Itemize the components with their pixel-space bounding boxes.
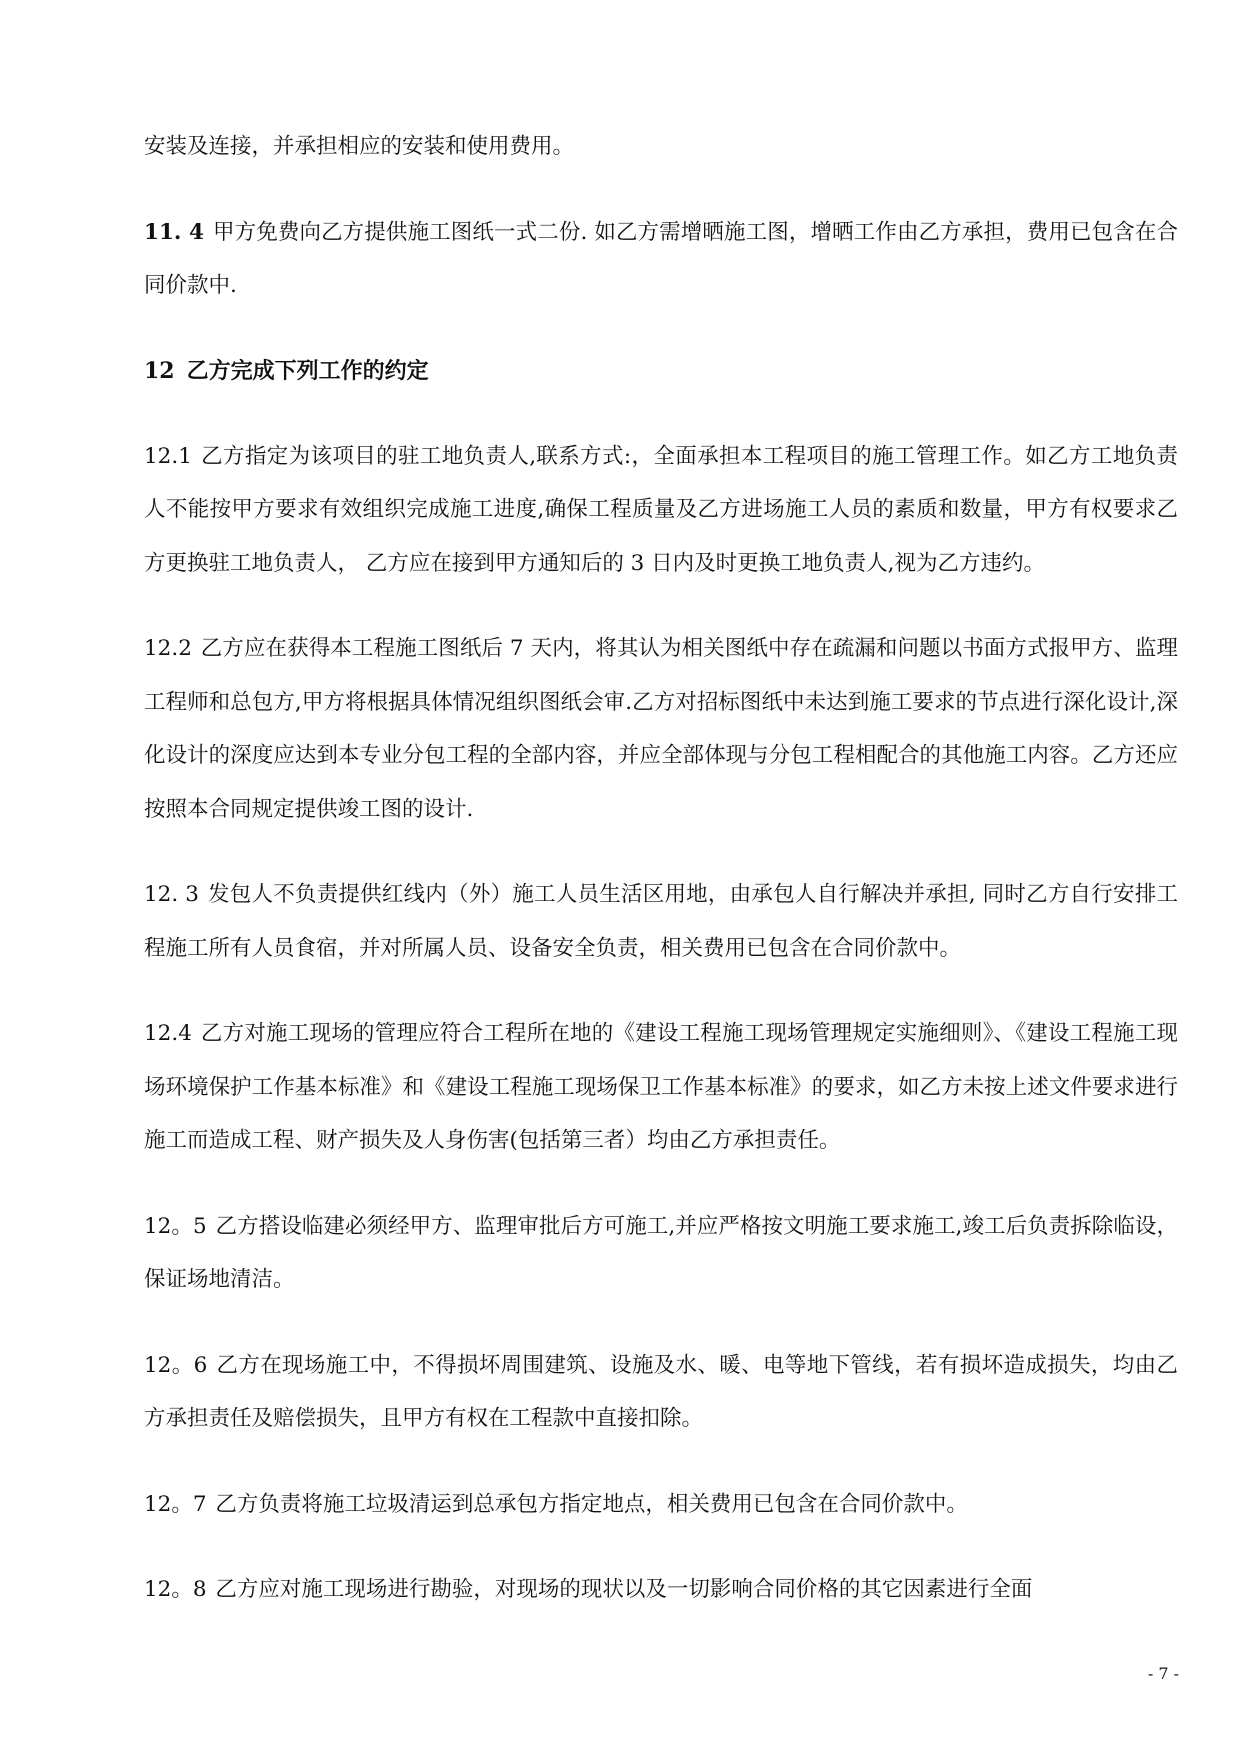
clause-number: 12。7 — [144, 1491, 207, 1517]
section-number: 12 — [144, 357, 175, 384]
clause-text: 乙方指定为该项目的驻工地负责人,联系方式:，全面承担本工程项目的施工管理工作。如乙方工地负责人不能按甲方要求有效组织完成施工进度,确保工程质量及乙方进场施工人员的素质和数量，甲方有权要求乙方更换驻工地负责人， 乙方应在接到甲方通知后的 3 日内及时更换工地负责人,视为乙方违约。 — [144, 443, 1178, 576]
clause-number: 11. 4 — [144, 219, 204, 245]
clause-12-8 — [144, 1563, 1178, 1617]
clause-number: 12.2 — [144, 636, 192, 661]
clause-11-4 — [144, 206, 1178, 313]
clause-number: 12。6 — [144, 1352, 208, 1378]
clause-number: 12。8 — [144, 1577, 207, 1602]
clause-text: 乙方在现场施工中，不得损坏周围建筑、设施及水、暖、电等地下管线，若有损坏造成损失，均由乙方承担责任及赔偿损失，且甲方有权在工程款中直接扣除。 — [144, 1352, 1178, 1431]
section-title: 乙方完成下列工作的约定 — [186, 357, 429, 384]
clause-number: 12. 3 — [144, 882, 199, 907]
clause-12-7 — [144, 1478, 1178, 1532]
clause-text: 乙方应在获得本工程施工图纸后 7 天内，将其认为相关图纸中存在疏漏和问题以书面方式报甲方、监理工程师和总包方,甲方将根据具体情况组织图纸会审.乙方对招标图纸中未达到施工要求的节点进行深化设计,深化设计的深度应达到本专业分包工程的全部内容，并应全部体现与分包工程相配合的其他施工内容。乙方还应按照本合同规定提供竣工图的设计. — [144, 636, 1178, 822]
clause-12-3 — [144, 868, 1178, 975]
clause-12-5 — [144, 1200, 1178, 1307]
clause-text: 乙方搭设临建必须经甲方、监理审批后方可施工,并应严格按文明施工要求施工,竣工后负责拆除临设，保证场地清洁。 — [144, 1213, 1178, 1292]
clause-12-2 — [144, 622, 1178, 836]
paragraph-continuation — [144, 120, 1178, 174]
clause-number: 12.1 — [144, 443, 192, 469]
section-heading-12 — [144, 345, 1178, 398]
clause-12-1 — [144, 430, 1178, 591]
clause-text: 乙方对施工现场的管理应符合工程所在地的《建设工程施工现场管理规定实施细则》、《建设工程施工现场环境保护工作基本标准》和《建设工程施工现场保卫工作基本标准》的要求，如乙方未按上述文件要求进行施工而造成工程、财产损失及人身伤害(包括第三者）均由乙方承担责任。 — [144, 1021, 1178, 1153]
page-number: - 7 - — [1147, 1664, 1179, 1683]
clause-text: 甲方免费向乙方提供施工图纸一式二份. 如乙方需增晒施工图，增晒工作由乙方承担，费用已包含在合同价款中. — [144, 219, 1178, 298]
clause-text: 发包人不负责提供红线内（外）施工人员生活区用地，由承包人自行解决并承担, 同时乙方自行安排工程施工所有人员食宿，并对所属人员、设备安全负责，相关费用已包含在合同价款中。 — [144, 882, 1178, 961]
clause-12-6 — [144, 1339, 1178, 1446]
clause-number: 12.4 — [144, 1021, 192, 1046]
clause-12-4 — [144, 1007, 1178, 1168]
clause-text: 乙方应对施工现场进行勘验，对现场的现状以及一切影响合同价格的其它因素进行全面 — [215, 1577, 1033, 1602]
clause-text: 乙方负责将施工垃圾清运到总承包方指定地点，相关费用已包含在合同价款中。 — [215, 1491, 968, 1517]
clause-number: 12。5 — [144, 1213, 207, 1239]
paragraph-text: 安装及连接，并承担相应的安装和使用费用。 — [144, 134, 575, 159]
document-body — [144, 120, 1178, 1649]
